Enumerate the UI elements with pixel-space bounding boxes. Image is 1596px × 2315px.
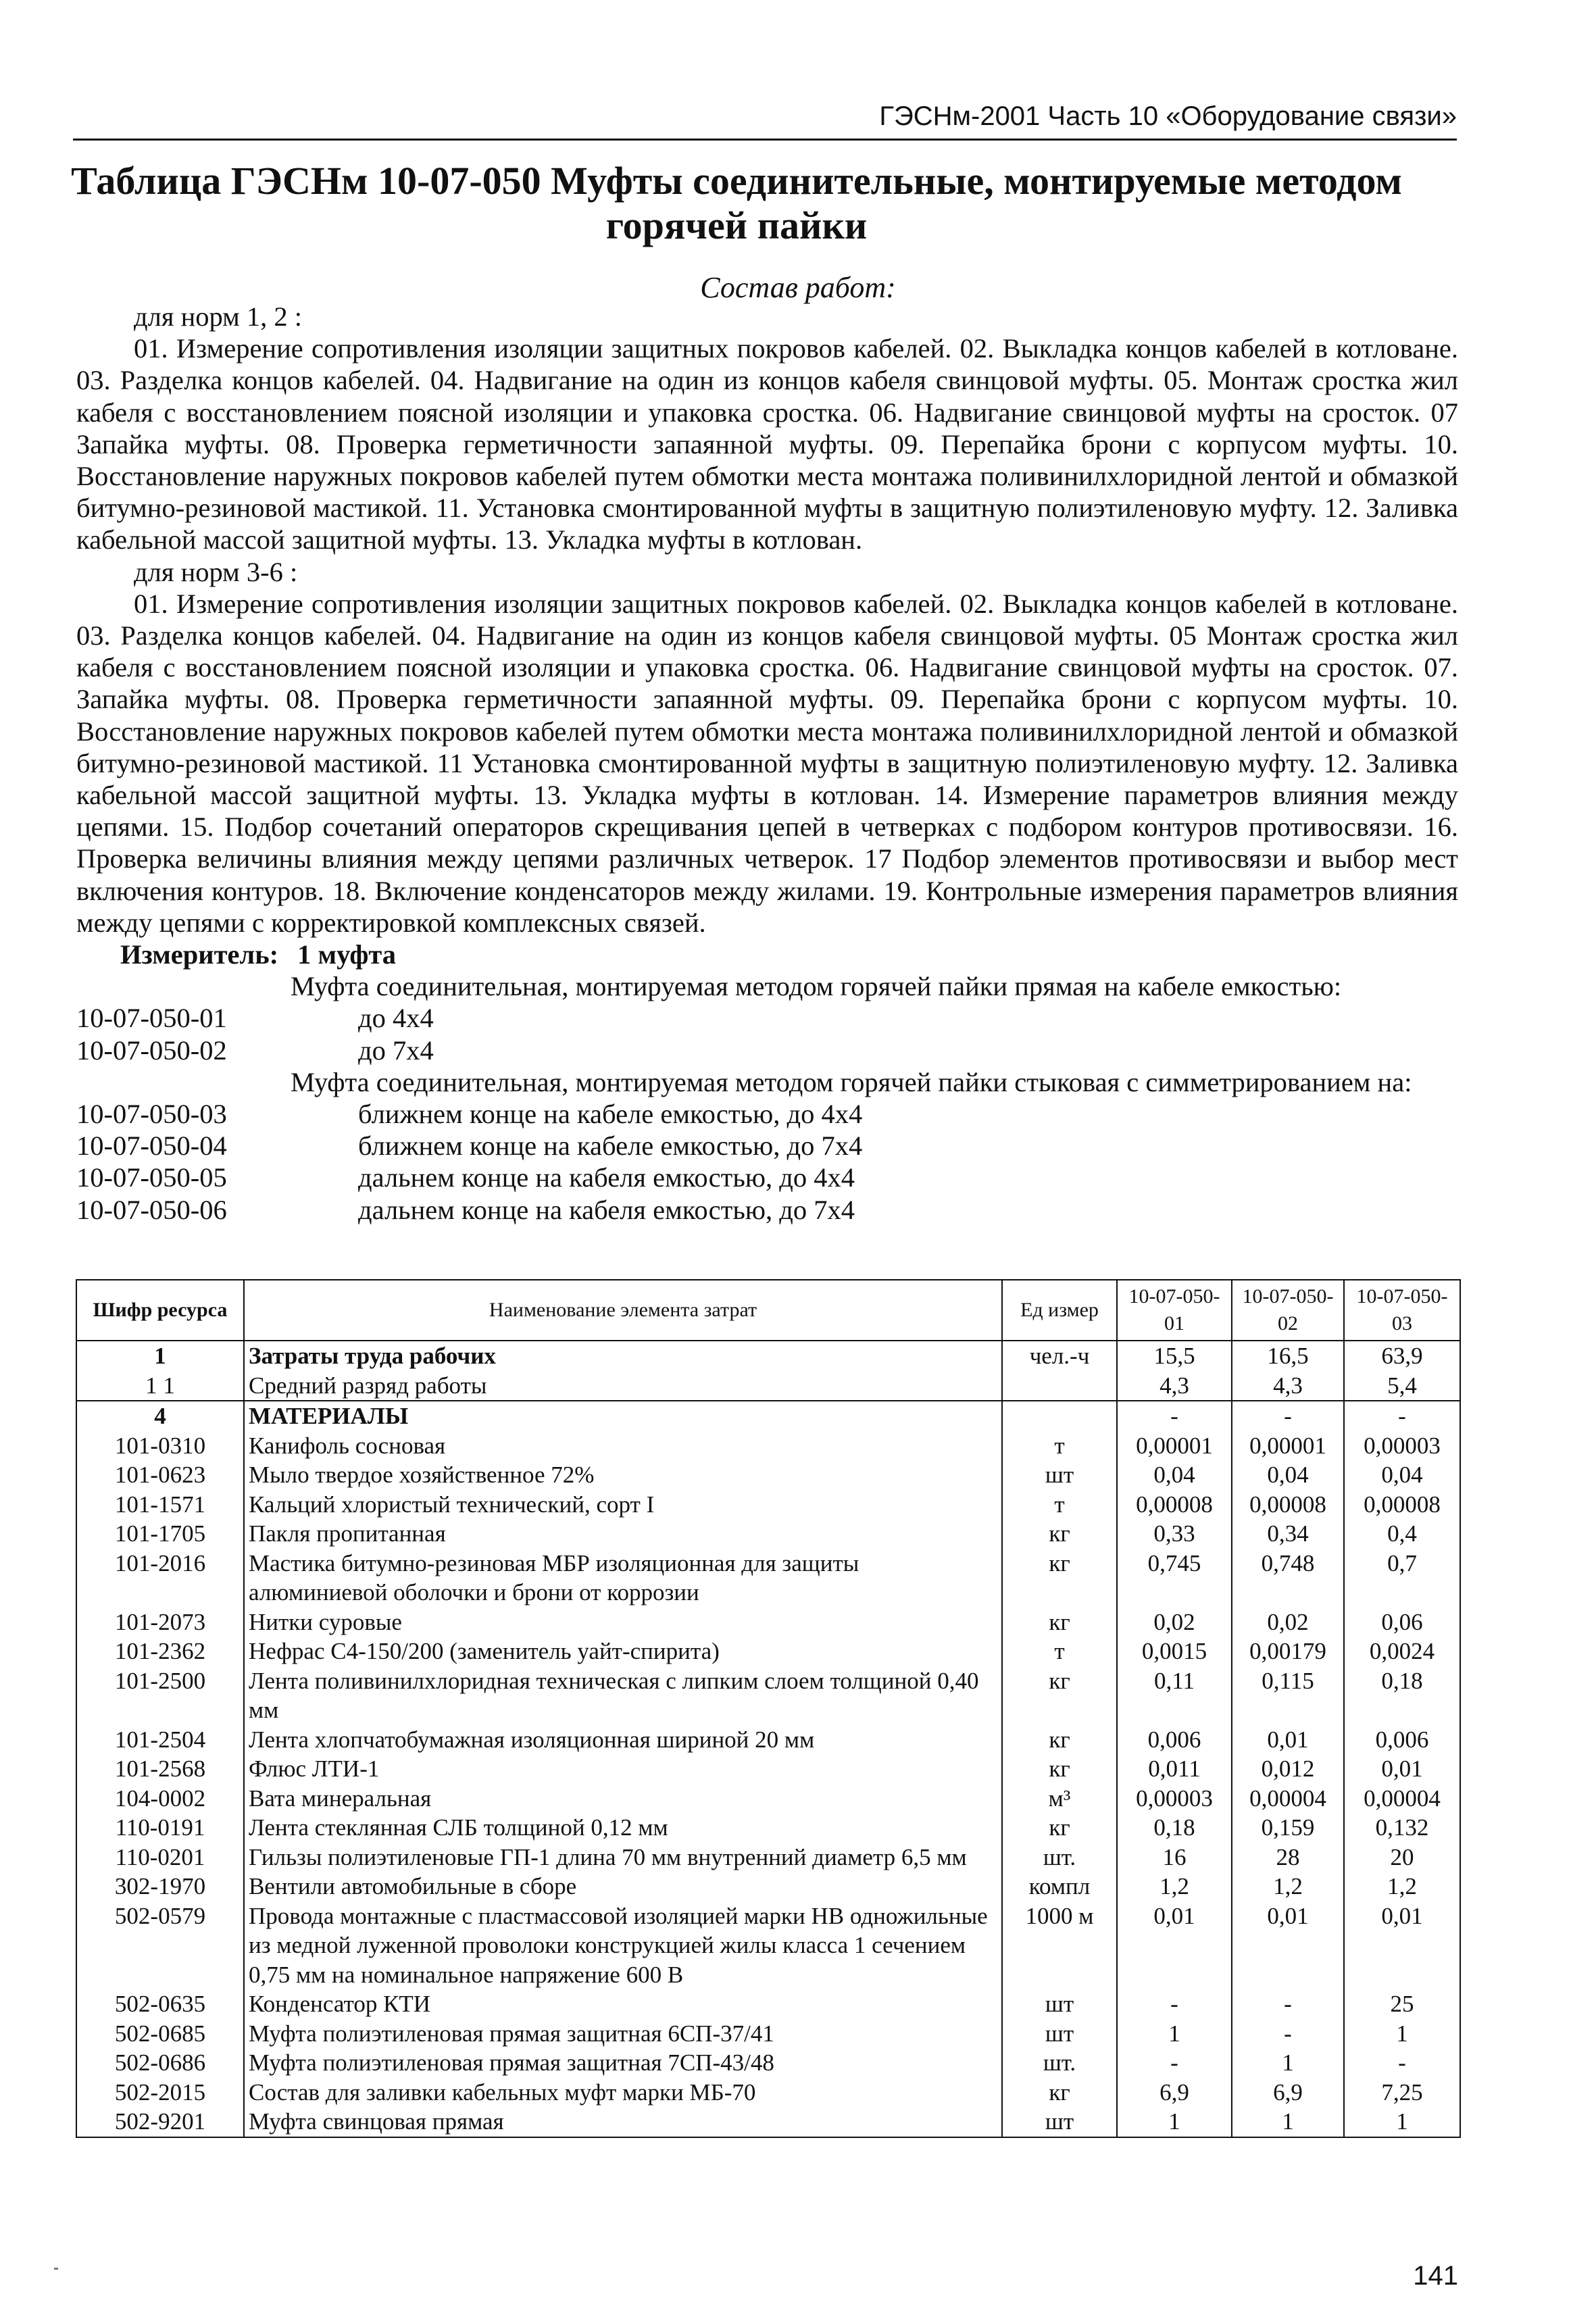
table-row [76, 2078, 1460, 2108]
resource-code-cell: 502-0579 [76, 1901, 244, 1990]
norm-2-value-cell: 0,00008 [1232, 1490, 1344, 1520]
unit-cell: кг [1002, 1725, 1117, 1755]
norm-1-value-cell: 0,00008 [1117, 1490, 1232, 1520]
norm-1-value-cell: 1 [1117, 2107, 1232, 2137]
resource-code-cell: 1 1 [76, 1371, 244, 1401]
table-row [76, 2107, 1460, 2137]
norm-2-value-cell: 0,02 [1232, 1608, 1344, 1637]
norm-1-value-cell: 0,11 [1117, 1666, 1232, 1725]
table-row [76, 1989, 1460, 2019]
norm-code-text: до 7х4 [358, 1035, 434, 1066]
norm-1-value-cell: 0,0015 [1117, 1637, 1232, 1666]
norm-code-row [76, 1162, 1458, 1193]
scan-mark [54, 2268, 58, 2270]
norm-2-value-cell: 0,00004 [1232, 1784, 1344, 1814]
norm-3-value-cell: 0,04 [1344, 1460, 1460, 1490]
element-name-cell: Пакля пропитанная [244, 1519, 1002, 1549]
table-row [76, 1637, 1460, 1666]
norm-1-value-cell: 15,5 [1117, 1341, 1232, 1371]
norm-2-value-cell: - [1232, 1989, 1344, 2019]
norm-1-value-cell: 4,3 [1117, 1371, 1232, 1401]
norm-3-value-cell: - [1344, 2048, 1460, 2078]
norm-1-value-cell: 0,006 [1117, 1725, 1232, 1755]
header-norm-1: 10-07-050-01 [1117, 1280, 1232, 1341]
table-row [76, 1371, 1460, 1401]
norm-code-text: ближнем конце на кабеле емкостью, до 4х4 [358, 1099, 863, 1130]
measure-label: Измеритель: [120, 939, 279, 970]
resource-code-cell: 502-0635 [76, 1989, 244, 2019]
unit-cell: кг [1002, 1519, 1117, 1549]
unit-cell: т [1002, 1637, 1117, 1666]
norm-2-value-cell: 0,34 [1232, 1519, 1344, 1549]
norm-2-value-cell: 0,012 [1232, 1754, 1344, 1784]
unit-cell: шт [1002, 2107, 1117, 2137]
table-title: Таблица ГЭСНм 10-07-050 Муфты соединительные, монтируемые методом горячей пайки [71, 159, 1402, 247]
table-row [76, 1725, 1460, 1755]
element-name-cell: Нитки суровые [244, 1608, 1002, 1637]
norm-2-value-cell: 1 [1232, 2107, 1344, 2137]
norm-3-value-cell: 20 [1344, 1843, 1460, 1872]
norm-2-value-cell: 0,01 [1232, 1725, 1344, 1755]
norm-1-value-cell: 0,00001 [1117, 1431, 1232, 1461]
norm-2-value-cell: - [1232, 2019, 1344, 2049]
norm-code-row [76, 1130, 1458, 1162]
norm-3-value-cell: 1,2 [1344, 1872, 1460, 1901]
norm-2-value-cell: 0,00001 [1232, 1431, 1344, 1461]
unit-cell: кг [1002, 1549, 1117, 1608]
element-name-cell: Кальций хлористый технический, сорт I [244, 1490, 1002, 1520]
table-row [76, 1666, 1460, 1725]
element-name-cell: Канифоль сосновая [244, 1431, 1002, 1461]
norm-3-value-cell: 0,18 [1344, 1666, 1460, 1725]
element-name-cell: Муфта полиэтиленовая прямая защитная 7СП-43/48 [244, 2048, 1002, 2078]
element-name-cell: Конденсатор КТИ [244, 1989, 1002, 2019]
unit-cell: м³ [1002, 1784, 1117, 1814]
norm-code-text: дальнем конце на кабеля емкостью, до 7х4 [358, 1194, 855, 1225]
norm-3-value-cell: 0,132 [1344, 1813, 1460, 1843]
resource-code-cell: 502-0686 [76, 2048, 244, 2078]
table-row [76, 2048, 1460, 2078]
group-description-row [76, 1066, 1458, 1098]
norm-1-value-cell: 0,02 [1117, 1608, 1232, 1637]
table-header-row [76, 1280, 1460, 1341]
norm-code-text: до 4х4 [358, 1003, 434, 1034]
norm-code: 10-07-050-03 [76, 1099, 227, 1130]
norm-code: 10-07-050-06 [76, 1194, 227, 1225]
work-composition-text [76, 301, 1458, 1226]
norm-2-value-cell: 0,04 [1232, 1460, 1344, 1490]
table-body [76, 1341, 1460, 2137]
norm-code: 10-07-050-05 [76, 1162, 227, 1193]
unit-cell: т [1002, 1431, 1117, 1461]
unit-cell: 1000 м [1002, 1901, 1117, 1990]
unit-cell: шт [1002, 1460, 1117, 1490]
unit-cell: шт. [1002, 2048, 1117, 2078]
element-name-cell: Провода монтажные с пластмассовой изоляцией марки НВ одножильные из медной луженной проволоки конструкцией жилы класса 1 сечением 0,75 мм на номинальное напряжение 600 В [244, 1901, 1002, 1990]
norm-3-value-cell: 0,06 [1344, 1608, 1460, 1637]
norm-1-value-cell: 0,745 [1117, 1549, 1232, 1608]
resource-code-cell: 302-1970 [76, 1872, 244, 1901]
unit-cell [1002, 1401, 1117, 1431]
resource-code-cell: 4 [76, 1401, 244, 1431]
unit-cell: кг [1002, 1754, 1117, 1784]
table-row [76, 1843, 1460, 1872]
unit-cell: компл [1002, 1872, 1117, 1901]
header-norm-2: 10-07-050-02 [1232, 1280, 1344, 1341]
unit-cell [1002, 1371, 1117, 1401]
norm-1-value-cell: 1,2 [1117, 1872, 1232, 1901]
norm-code-row [76, 1002, 1458, 1034]
norms-3-6-label: для норм 3-6 : [134, 556, 298, 587]
header-norm-3: 10-07-050-03 [1344, 1280, 1460, 1341]
norm-3-value-cell: 0,01 [1344, 1901, 1460, 1990]
norm-1-value-cell: - [1117, 1401, 1232, 1431]
resource-code-cell: 104-0002 [76, 1784, 244, 1814]
element-name-cell: Нефрас С4-150/200 (заменитель уайт-спирита) [244, 1637, 1002, 1666]
norm-1-value-cell: 0,01 [1117, 1901, 1232, 1990]
running-header: ГЭСНм-2001 Часть 10 «Оборудование связи» [73, 101, 1457, 141]
norm-1-value-cell: 0,00003 [1117, 1784, 1232, 1814]
group-description: Муфта соединительная, монтируемая методом горячей пайки стыковая с симметрированием на: [291, 1066, 1412, 1097]
element-name-cell: Мыло твердое хозяйственное 72% [244, 1460, 1002, 1490]
table-row [76, 1431, 1460, 1461]
norm-2-value-cell: 0,748 [1232, 1549, 1344, 1608]
norm-code: 10-07-050-04 [76, 1130, 227, 1162]
norm-3-value-cell: 5,4 [1344, 1371, 1460, 1401]
norm-3-value-cell: - [1344, 1401, 1460, 1431]
norm-2-value-cell: - [1232, 1401, 1344, 1431]
norm-code-row [76, 1098, 1458, 1130]
table-row [76, 1901, 1460, 1990]
element-name-cell: Вата минеральная [244, 1784, 1002, 1814]
norm-1-value-cell: 0,18 [1117, 1813, 1232, 1843]
table-row [76, 1754, 1460, 1784]
resource-code-cell: 101-0310 [76, 1431, 244, 1461]
element-name-cell: МАТЕРИАЛЫ [244, 1401, 1002, 1431]
norm-2-value-cell: 1,2 [1232, 1872, 1344, 1901]
table-row [76, 1519, 1460, 1549]
norm-2-value-cell: 1 [1232, 2048, 1344, 2078]
norm-1-value-cell: 1 [1117, 2019, 1232, 2049]
resource-code-cell: 101-1571 [76, 1490, 244, 1520]
header-element-name: Наименование элемента затрат [244, 1280, 1002, 1341]
element-name-cell: Состав для заливки кабельных муфт марки МБ-70 [244, 2078, 1002, 2108]
norm-3-value-cell: 0,00004 [1344, 1784, 1460, 1814]
resource-code-cell: 502-2015 [76, 2078, 244, 2108]
table-row [76, 1460, 1460, 1490]
norms-3-6-text: 01. Измерение сопротивления изоляции защитных покровов кабелей. 02. Выкладка концов кабелей в котловане. 03. Разделка концов кабелей. 04. Надвигание на один из концов кабеля свинцовой муфты. 05 Монтаж сростка жил кабеля с восстановлением поясной изоляции и упаковка сростка. 06. Надвигание свинцовой муфты на сросток. 07. Запайка муфты. 08. Проверка герметичности запаянной муфты. 09. Перепайка брони с корпусом муфты. 10. Восстановление наружных покровов кабелей путем обмотки места монтажа поливинилхлоридной лентой и обмазкой битумно-резиновой мастикой. 11 Установка смонтированной муфты в защитную полиэтиленовую муфту. 12. Заливка кабельной массой защитной муфты. 13. Укладка муфты в котлован. 14. Измерение параметров влияния между цепями. 15. Подбор сочетаний операторов скрещивания цепей в четверках с подбором контуров противосвязи. 16. Проверка величины влияния между цепями различных четверок. 17 Подбор элементов противосвязи и выбор мест включения контуров. 18. Включение конденсаторов между жилами. 19. Контрольные измерения параметров влияния между цепями с корректировкой комплексных связей. [76, 588, 1458, 938]
resource-code-cell: 1 [76, 1341, 244, 1371]
page-number: 141 [1413, 2261, 1458, 2291]
norm-1-value-cell: 0,33 [1117, 1519, 1232, 1549]
norm-code-row [76, 1194, 1458, 1226]
resource-code-cell: 101-2500 [76, 1666, 244, 1725]
resource-code-cell: 101-2568 [76, 1754, 244, 1784]
norm-1-value-cell: 0,04 [1117, 1460, 1232, 1490]
resource-code-cell: 101-2016 [76, 1549, 244, 1608]
element-name-cell: Лента стеклянная СЛБ толщиной 0,12 мм [244, 1813, 1002, 1843]
unit-cell: кг [1002, 2078, 1117, 2108]
work-composition-heading: Состав работ: [700, 271, 896, 304]
resource-table [76, 1279, 1461, 2138]
table-row [76, 1813, 1460, 1843]
measure-line [76, 939, 1458, 970]
norm-1-value-cell: - [1117, 1989, 1232, 2019]
norm-3-value-cell: 1 [1344, 2019, 1460, 2049]
norm-2-value-cell: 0,115 [1232, 1666, 1344, 1725]
header-resource-code: Шифр ресурса [76, 1280, 244, 1341]
table-row [76, 1549, 1460, 1608]
group-description-row [76, 970, 1458, 1002]
norm-3-value-cell: 0,00008 [1344, 1490, 1460, 1520]
measure-value: 1 муфта [297, 939, 396, 970]
resource-code-cell: 101-0623 [76, 1460, 244, 1490]
unit-cell: кг [1002, 1666, 1117, 1725]
element-name-cell: Мастика битумно-резиновая МБР изоляционная для защиты алюминиевой оболочки и брони от коррозии [244, 1549, 1002, 1608]
resource-code-cell: 110-0191 [76, 1813, 244, 1843]
unit-cell: чел.-ч [1002, 1341, 1117, 1371]
unit-cell: шт [1002, 2019, 1117, 2049]
element-name-cell: Затраты труда рабочих [244, 1341, 1002, 1371]
norm-2-value-cell: 16,5 [1232, 1341, 1344, 1371]
norm-3-value-cell: 0,7 [1344, 1549, 1460, 1608]
norm-1-value-cell: - [1117, 2048, 1232, 2078]
resource-code-cell: 101-2073 [76, 1608, 244, 1637]
norm-3-value-cell: 0,4 [1344, 1519, 1460, 1549]
norm-code: 10-07-050-02 [76, 1035, 227, 1066]
element-name-cell: Вентили автомобильные в сборе [244, 1872, 1002, 1901]
norm-2-value-cell: 0,01 [1232, 1901, 1344, 1990]
element-name-cell: Муфта свинцовая прямая [244, 2107, 1002, 2137]
resource-code-cell: 101-2504 [76, 1725, 244, 1755]
norm-2-value-cell: 0,159 [1232, 1813, 1344, 1843]
group-description: Муфта соединительная, монтируемая методом горячей пайки прямая на кабеле емкостью: [291, 971, 1342, 1002]
norm-3-value-cell: 0,0024 [1344, 1637, 1460, 1666]
norm-code-text: ближнем конце на кабеле емкостью, до 7х4 [358, 1130, 863, 1162]
table-row [76, 1784, 1460, 1814]
table-row [76, 1490, 1460, 1520]
norms-1-2-label: для норм 1, 2 : [134, 301, 303, 332]
resource-code-cell: 502-9201 [76, 2107, 244, 2137]
norm-codes-list [76, 970, 1458, 1226]
norm-3-value-cell: 1 [1344, 2107, 1460, 2137]
norm-code: 10-07-050-01 [76, 1003, 227, 1034]
norm-2-value-cell: 28 [1232, 1843, 1344, 1872]
norm-3-value-cell: 25 [1344, 1989, 1460, 2019]
element-name-cell: Лента поливинилхлоридная техническая с липким слоем толщиной 0,40 мм [244, 1666, 1002, 1725]
table-row [76, 1401, 1460, 1431]
element-name-cell: Средний разряд работы [244, 1371, 1002, 1401]
norm-1-value-cell: 0,011 [1117, 1754, 1232, 1784]
unit-cell: кг [1002, 1608, 1117, 1637]
norm-2-value-cell: 4,3 [1232, 1371, 1344, 1401]
table-row [76, 2019, 1460, 2049]
norm-2-value-cell: 0,00179 [1232, 1637, 1344, 1666]
norm-1-value-cell: 6,9 [1117, 2078, 1232, 2108]
unit-cell: шт. [1002, 1843, 1117, 1872]
norm-3-value-cell: 0,01 [1344, 1754, 1460, 1784]
resource-code-cell: 101-2362 [76, 1637, 244, 1666]
norm-code-row [76, 1035, 1458, 1066]
norm-3-value-cell: 63,9 [1344, 1341, 1460, 1371]
resource-code-cell: 110-0201 [76, 1843, 244, 1872]
unit-cell: т [1002, 1490, 1117, 1520]
norm-code-text: дальнем конце на кабеля емкостью, до 4х4 [358, 1162, 855, 1193]
table-row [76, 1872, 1460, 1901]
header-unit: Ед измер [1002, 1280, 1117, 1341]
norm-3-value-cell: 0,006 [1344, 1725, 1460, 1755]
unit-cell: шт [1002, 1989, 1117, 2019]
unit-cell: кг [1002, 1813, 1117, 1843]
table-row [76, 1608, 1460, 1637]
norm-3-value-cell: 7,25 [1344, 2078, 1460, 2108]
element-name-cell: Муфта полиэтиленовая прямая защитная 6СП-37/41 [244, 2019, 1002, 2049]
element-name-cell: Флюс ЛТИ-1 [244, 1754, 1002, 1784]
resource-code-cell: 502-0685 [76, 2019, 244, 2049]
table-row [76, 1341, 1460, 1371]
norm-2-value-cell: 6,9 [1232, 2078, 1344, 2108]
norm-3-value-cell: 0,00003 [1344, 1431, 1460, 1461]
element-name-cell: Гильзы полиэтиленовые ГП-1 длина 70 мм внутренний диаметр 6,5 мм [244, 1843, 1002, 1872]
norms-1-2-text: 01. Измерение сопротивления изоляции защитных покровов кабелей. 02. Выкладка концов кабелей в котловане. 03. Разделка концов кабелей. 04. Надвигание на один из концов кабеля свинцовой муфты. 05. Монтаж сростка жил кабеля с восстановлением поясной изоляции и упаковка сростка. 06. Надвигание свинцовой муфты на сросток. 07 Запайка муфты. 08. Проверка герметичности запаянной муфты. 09. Перепайка брони с корпусом муфты. 10. Восстановление наружных покровов кабелей путем обмотки места монтажа поливинилхлоридной лентой и обмазкой битумно-резиновой мастикой. 11. Установка смонтированной муфты в защитную полиэтиленовую муфту. 12. Заливка кабельной массой защитной муфты. 13. Укладка муфты в котлован. [76, 333, 1458, 555]
resource-code-cell: 101-1705 [76, 1519, 244, 1549]
element-name-cell: Лента хлопчатобумажная изоляционная шириной 20 мм [244, 1725, 1002, 1755]
norm-1-value-cell: 16 [1117, 1843, 1232, 1872]
